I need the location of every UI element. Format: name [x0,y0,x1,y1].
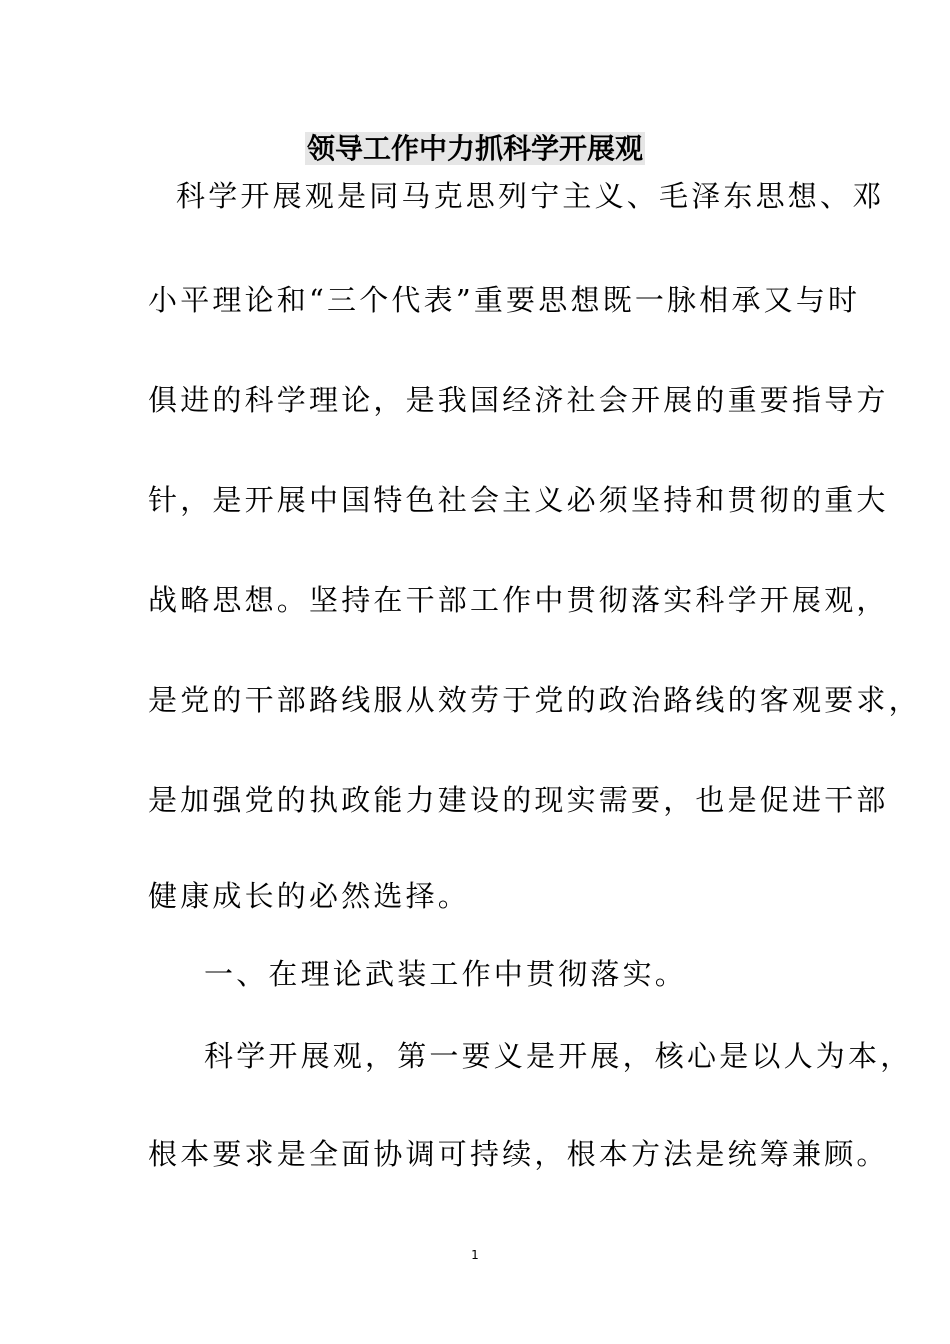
paragraph-line-5: 战略思想。坚持在干部工作中贯彻落实科学开展观， [148,583,889,617]
paragraph-line-10: 根本要求是全面协调可持续，根本方法是统筹兼顾。 [148,1137,889,1171]
paragraph-line-6: 是党的干部路线服从效劳于党的政治路线的客观要求， [148,683,921,717]
title-text: 领导工作中力抓科学开展观 [306,132,643,165]
paragraph-line-4: 针，是开展中国特色社会主义必须坚持和贯彻的重大 [148,483,889,517]
document-title [0,130,950,168]
section-heading-1: 一、在理论武装工作中贯彻落实。 [204,957,688,991]
paragraph-line-2: 小平理论和“三个代表”重要思想既一脉相承又与时 [148,283,861,317]
page-number: 1 [471,1248,479,1262]
paragraph-line-9: 科学开展观，第一要义是开展，核心是以人为本， [204,1039,913,1073]
paragraph-line-3: 俱进的科学理论，是我国经济社会开展的重要指导方 [148,383,889,417]
paragraph-line-1: 科学开展观是同马克思列宁主义、毛泽东思想、邓 [176,179,885,213]
paragraph-line-8: 健康成长的必然选择。 [148,879,471,913]
paragraph-line-7: 是加强党的执政能力建设的现实需要，也是促进干部 [148,783,889,817]
